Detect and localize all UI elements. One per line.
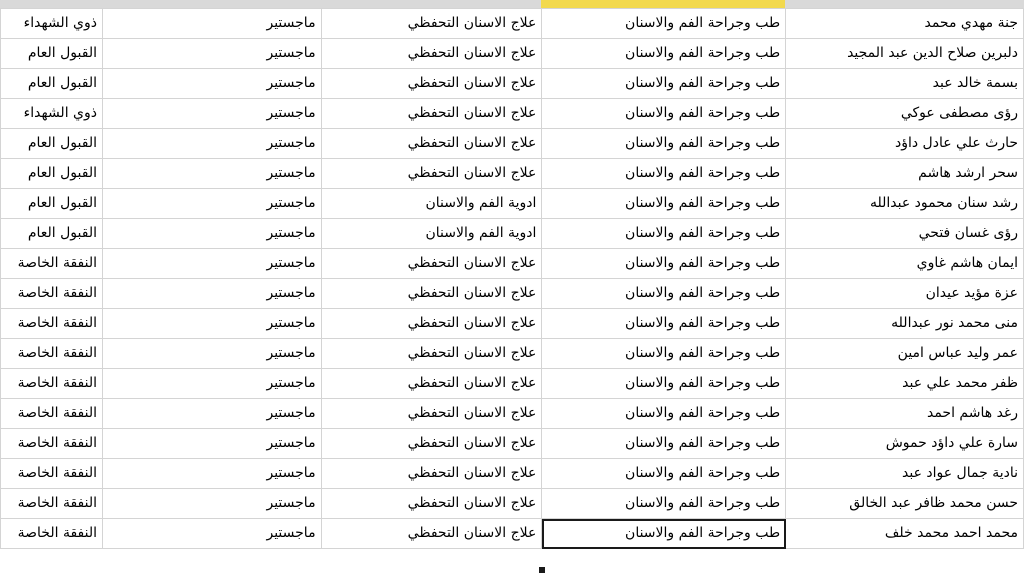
degree-cell[interactable]: ماجستير [103, 339, 322, 369]
student-name-cell[interactable]: سارة علي داؤد حموش [786, 429, 1024, 459]
department-cell[interactable]: علاج الاسنان التحفظي [321, 279, 542, 309]
student-name-cell[interactable]: بسمة خالد عبد [786, 69, 1024, 99]
degree-cell[interactable]: ماجستير [103, 309, 322, 339]
student-name-cell[interactable]: نادية جمال عواد عبد [786, 459, 1024, 489]
degree-cell[interactable]: ماجستير [103, 519, 322, 549]
specialty-cell[interactable]: طب وجراحة الفم والاسنان [542, 399, 786, 429]
degree-cell[interactable]: ماجستير [103, 129, 322, 159]
specialty-cell[interactable]: طب وجراحة الفم والاسنان [542, 99, 786, 129]
department-cell[interactable]: علاج الاسنان التحفظي [321, 369, 542, 399]
admission-channel-cell[interactable]: النفقة الخاصة [1, 519, 103, 549]
table-row[interactable] [1, 309, 1024, 339]
student-name-cell[interactable]: ايمان هاشم غاوي [786, 249, 1024, 279]
table-row[interactable] [1, 459, 1024, 489]
department-cell[interactable]: ادوية الفم والاسنان [321, 189, 542, 219]
admission-channel-cell[interactable]: القبول العام [1, 39, 103, 69]
degree-cell[interactable]: ماجستير [103, 429, 322, 459]
student-name-cell[interactable]: رشد سنان محمود عبدالله [786, 189, 1024, 219]
student-name-cell[interactable]: سحر ارشد هاشم [786, 159, 1024, 189]
specialty-cell[interactable]: طب وجراحة الفم والاسنان [542, 429, 786, 459]
fill-handle[interactable] [538, 566, 546, 574]
admission-channel-cell[interactable]: النفقة الخاصة [1, 399, 103, 429]
specialty-cell[interactable]: طب وجراحة الفم والاسنان [542, 489, 786, 519]
admission-channel-cell[interactable]: النفقة الخاصة [1, 279, 103, 309]
degree-cell[interactable]: ماجستير [103, 459, 322, 489]
specialty-cell[interactable]: طب وجراحة الفم والاسنان [542, 129, 786, 159]
table-row[interactable] [1, 69, 1024, 99]
admission-channel-cell[interactable]: ذوي الشهداء [1, 9, 103, 39]
data-table [0, 8, 1024, 549]
department-cell[interactable]: علاج الاسنان التحفظي [321, 429, 542, 459]
department-cell[interactable]: علاج الاسنان التحفظي [321, 339, 542, 369]
student-name-cell[interactable]: رؤى مصطفى عوكي [786, 99, 1024, 129]
department-cell[interactable]: علاج الاسنان التحفظي [321, 399, 542, 429]
specialty-cell[interactable]: طب وجراحة الفم والاسنان [542, 9, 786, 39]
admission-channel-cell[interactable]: النفقة الخاصة [1, 339, 103, 369]
table-row[interactable] [1, 159, 1024, 189]
department-cell[interactable]: علاج الاسنان التحفظي [321, 69, 542, 99]
admission-channel-cell[interactable]: القبول العام [1, 69, 103, 99]
department-cell[interactable]: علاج الاسنان التحفظي [321, 249, 542, 279]
degree-cell[interactable]: ماجستير [103, 69, 322, 99]
specialty-cell[interactable]: طب وجراحة الفم والاسنان [542, 369, 786, 399]
student-name-cell[interactable]: محمد احمد محمد خلف [786, 519, 1024, 549]
department-cell[interactable]: علاج الاسنان التحفظي [321, 9, 542, 39]
degree-cell[interactable]: ماجستير [103, 159, 322, 189]
student-name-cell[interactable]: رؤى غسان فتحي [786, 219, 1024, 249]
table-row[interactable] [1, 9, 1024, 39]
admission-channel-cell[interactable]: القبول العام [1, 159, 103, 189]
degree-cell[interactable]: ماجستير [103, 99, 322, 129]
degree-cell[interactable]: ماجستير [103, 369, 322, 399]
table-row[interactable] [1, 489, 1024, 519]
department-cell[interactable]: علاج الاسنان التحفظي [321, 489, 542, 519]
specialty-cell[interactable]: طب وجراحة الفم والاسنان [542, 69, 786, 99]
department-cell[interactable]: ادوية الفم والاسنان [321, 219, 542, 249]
admission-channel-cell[interactable]: القبول العام [1, 189, 103, 219]
active-column-header[interactable] [541, 0, 785, 8]
table-row[interactable] [1, 279, 1024, 309]
specialty-cell[interactable]: طب وجراحة الفم والاسنان [542, 39, 786, 69]
student-name-cell[interactable]: عمر وليد عباس امين [786, 339, 1024, 369]
table-row[interactable] [1, 99, 1024, 129]
department-cell[interactable]: علاج الاسنان التحفظي [321, 519, 542, 549]
degree-cell[interactable]: ماجستير [103, 489, 322, 519]
admission-channel-cell[interactable]: القبول العام [1, 219, 103, 249]
student-name-cell[interactable]: جنة مهدي محمد [786, 9, 1024, 39]
department-cell[interactable]: علاج الاسنان التحفظي [321, 129, 542, 159]
specialty-cell[interactable]: طب وجراحة الفم والاسنان [542, 519, 786, 549]
admission-channel-cell[interactable]: النفقة الخاصة [1, 309, 103, 339]
admission-channel-cell[interactable]: النفقة الخاصة [1, 459, 103, 489]
table-row[interactable] [1, 189, 1024, 219]
specialty-cell[interactable]: طب وجراحة الفم والاسنان [542, 219, 786, 249]
student-name-cell[interactable]: عزة مؤيد عيدان [786, 279, 1024, 309]
table-row[interactable] [1, 219, 1024, 249]
specialty-cell[interactable]: طب وجراحة الفم والاسنان [542, 159, 786, 189]
specialty-cell[interactable]: طب وجراحة الفم والاسنان [542, 459, 786, 489]
student-name-cell[interactable]: رغد هاشم احمد [786, 399, 1024, 429]
department-cell[interactable]: علاج الاسنان التحفظي [321, 159, 542, 189]
department-cell[interactable]: علاج الاسنان التحفظي [321, 99, 542, 129]
table-row[interactable] [1, 429, 1024, 459]
admission-channel-cell[interactable]: النفقة الخاصة [1, 249, 103, 279]
degree-cell[interactable]: ماجستير [103, 399, 322, 429]
student-name-cell[interactable]: حسن محمد ظافر عبد الخالق [786, 489, 1024, 519]
admission-channel-cell[interactable]: النفقة الخاصة [1, 369, 103, 399]
student-name-cell[interactable]: منى محمد نور عبدالله [786, 309, 1024, 339]
table-row[interactable] [1, 39, 1024, 69]
degree-cell[interactable]: ماجستير [103, 189, 322, 219]
student-name-cell[interactable]: حارث علي عادل داؤد [786, 129, 1024, 159]
table-row[interactable] [1, 369, 1024, 399]
specialty-cell[interactable]: طب وجراحة الفم والاسنان [542, 189, 786, 219]
degree-cell[interactable]: ماجستير [103, 219, 322, 249]
specialty-cell[interactable]: طب وجراحة الفم والاسنان [542, 249, 786, 279]
table-body [1, 9, 1024, 549]
specialty-cell[interactable]: طب وجراحة الفم والاسنان [542, 279, 786, 309]
degree-cell[interactable]: ماجستير [103, 279, 322, 309]
department-cell[interactable]: علاج الاسنان التحفظي [321, 39, 542, 69]
specialty-cell[interactable]: طب وجراحة الفم والاسنان [542, 339, 786, 369]
table-row[interactable] [1, 249, 1024, 279]
table-row[interactable] [1, 519, 1024, 549]
admission-channel-cell[interactable]: النفقة الخاصة [1, 489, 103, 519]
specialty-cell[interactable]: طب وجراحة الفم والاسنان [542, 309, 786, 339]
admission-channel-cell[interactable]: ذوي الشهداء [1, 99, 103, 129]
student-name-cell[interactable]: ظفر محمد علي عبد [786, 369, 1024, 399]
table-row[interactable] [1, 339, 1024, 369]
table-row[interactable] [1, 399, 1024, 429]
student-name-cell[interactable]: دلبرين صلاح الدين عبد المجيد [786, 39, 1024, 69]
table-row[interactable] [1, 129, 1024, 159]
department-cell[interactable]: علاج الاسنان التحفظي [321, 459, 542, 489]
degree-cell[interactable]: ماجستير [103, 9, 322, 39]
degree-cell[interactable]: ماجستير [103, 39, 322, 69]
admission-channel-cell[interactable]: القبول العام [1, 129, 103, 159]
admission-channel-cell[interactable]: النفقة الخاصة [1, 429, 103, 459]
degree-cell[interactable]: ماجستير [103, 249, 322, 279]
department-cell[interactable]: علاج الاسنان التحفظي [321, 309, 542, 339]
